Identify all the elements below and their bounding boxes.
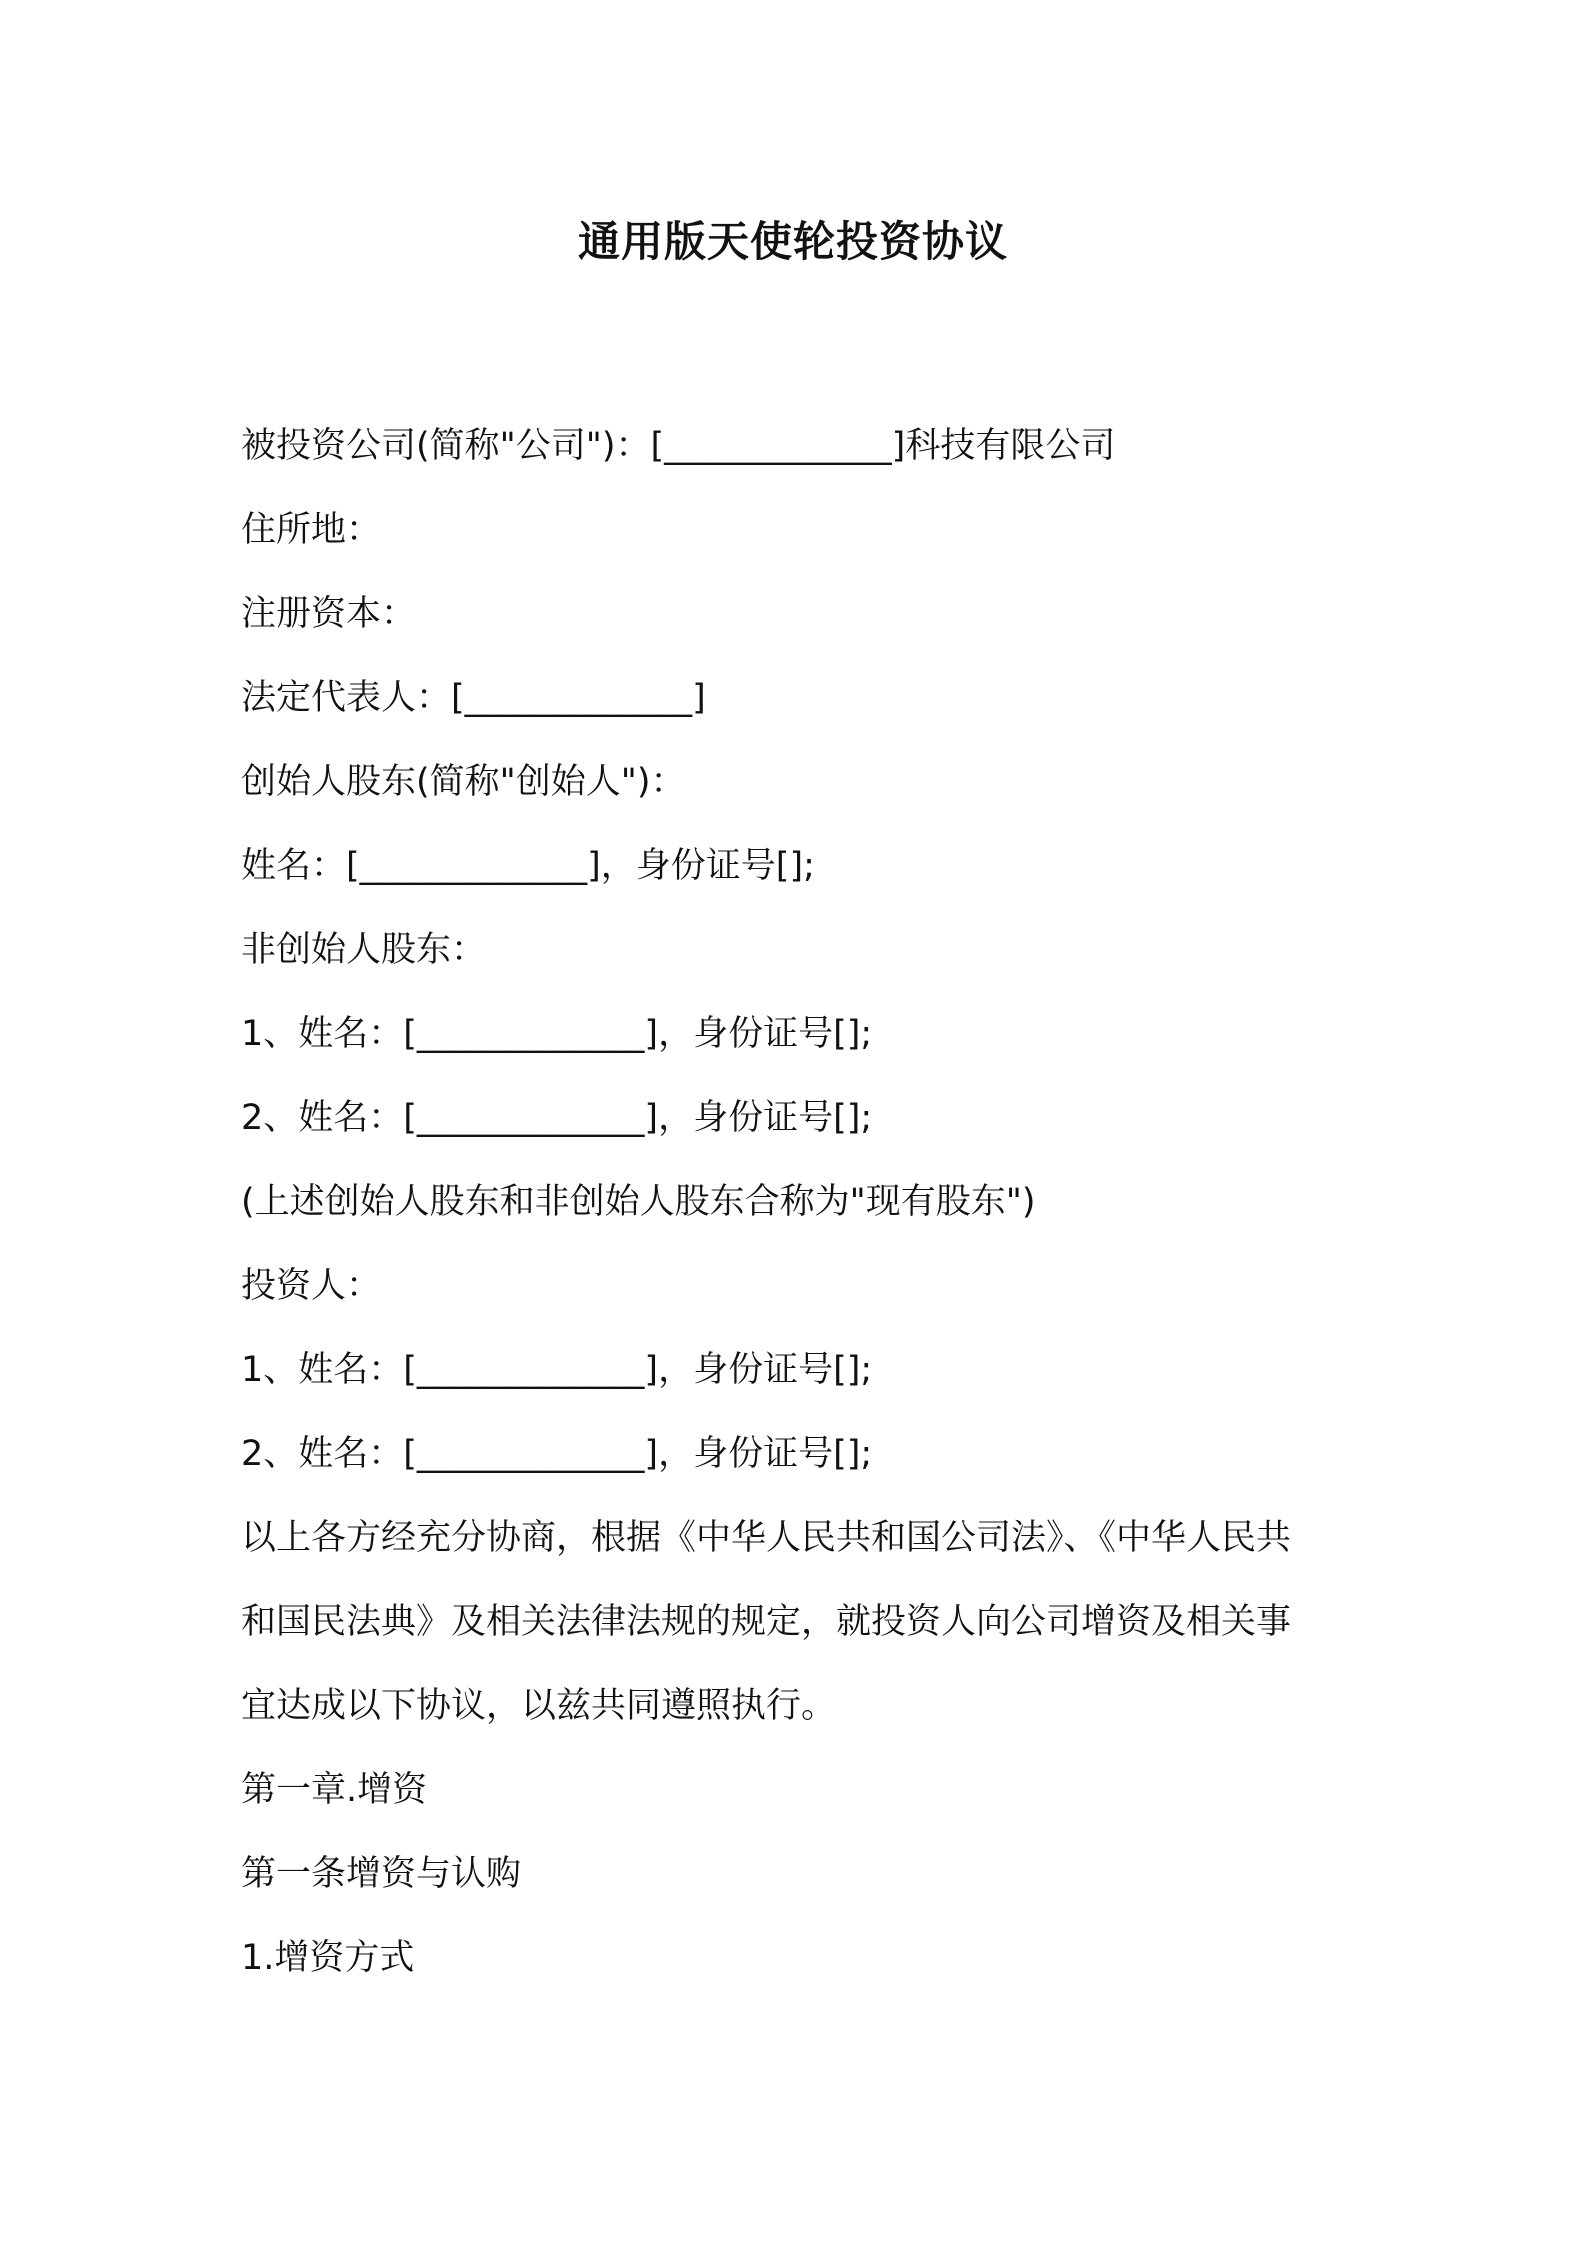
document-body (241, 404, 1361, 2000)
non-founder-1-line: 1、姓名：[_____________]，身份证号[]; (241, 1014, 873, 1054)
non-founder-shareholder-heading: 非创始人股东： (241, 930, 487, 970)
non-founder-2-line: 2、姓名：[_____________]，身份证号[]; (241, 1098, 873, 1138)
agreement-paragraph-line-3: 宜达成以下协议，以兹共同遵照执行。 (241, 1686, 837, 1726)
section-heading: 1.增资方式 (241, 1938, 415, 1978)
chapter-heading: 第一章.增资 (241, 1770, 428, 1810)
address-line: 住所地： (241, 510, 382, 550)
existing-shareholders-note: (上述创始人股东和非创始人股东合称为"现有股东") (241, 1182, 1036, 1222)
founder-name-line: 姓名：[_____________]，身份证号[]; (241, 846, 815, 886)
investor-1-line: 1、姓名：[_____________]，身份证号[]; (241, 1350, 873, 1390)
investor-2-line: 2、姓名：[_____________]，身份证号[]; (241, 1434, 873, 1474)
investor-heading: 投资人： (241, 1266, 382, 1306)
agreement-paragraph-line-1: 以上各方经充分协商，根据《中华人民共和国公司法》、《中华人民共 (241, 1518, 1292, 1558)
document-title: 通用版天使轮投资协议 (577, 217, 1008, 266)
founder-shareholder-heading: 创始人股东(简称"创始人")： (241, 762, 686, 802)
article-heading: 第一条增资与认购 (241, 1854, 522, 1894)
company-line: 被投资公司(简称"公司")：[_____________]科技有限公司 (241, 426, 1116, 466)
registered-capital-line: 注册资本： (241, 594, 417, 634)
agreement-paragraph-line-2: 和国民法典》及相关法律法规的规定，就投资人向公司增资及相关事 (241, 1602, 1292, 1642)
legal-representative-line: 法定代表人：[_____________] (241, 678, 706, 718)
